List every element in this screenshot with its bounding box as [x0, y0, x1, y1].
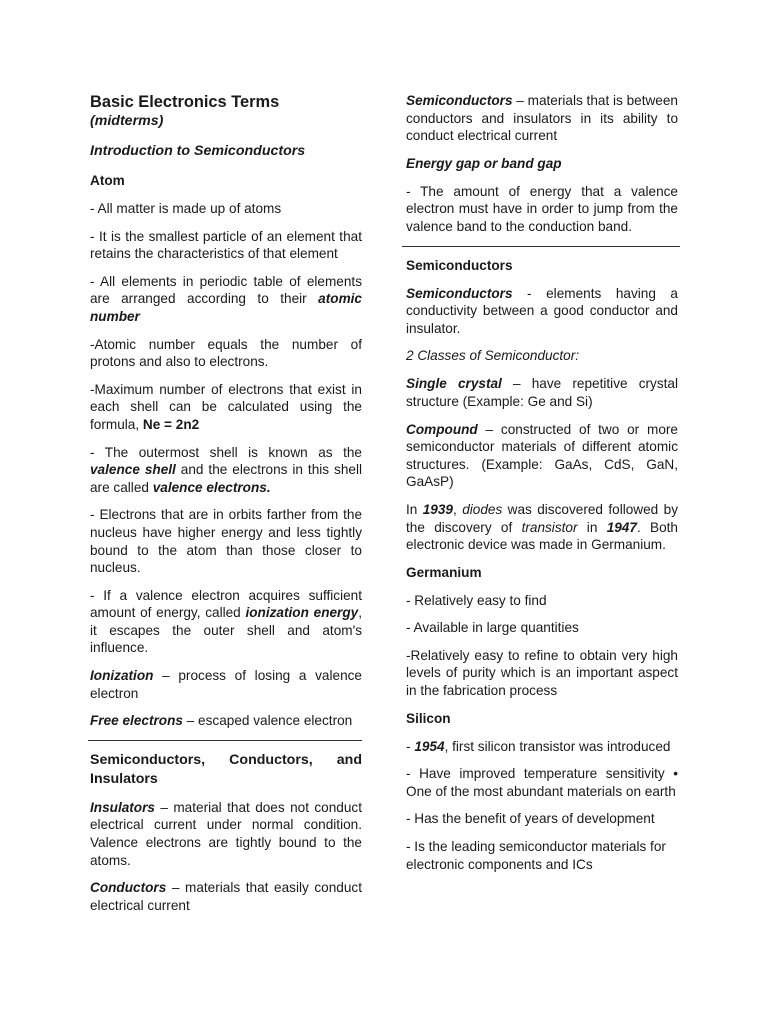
- free-electrons-definition: Free electrons – escaped valence electron: [90, 713, 353, 729]
- compound-definition: Compound – constructed of two or more semiconductor materials of different atomic structures. (Example: GaAs, CdS, GaN, GaAsP): [406, 421, 678, 490]
- atom-point-3: - All elements in periodic table of elements are arranged according to their atomic number: [90, 273, 362, 324]
- semiconductors-elements: Semiconductors - elements having a conductivity between a good conductor and insulator.: [406, 285, 678, 336]
- atom-point-7: - Electrons that are in orbits farther from the nucleus have higher energy and less tightly bound to the atom than those closer to nucleus.: [90, 507, 362, 576]
- atom-heading: Atom: [90, 173, 125, 188]
- energy-gap-definition: - The amount of energy that a valence electron must have in order to jump from the valence band to the conduction band.: [406, 183, 678, 234]
- germanium-point-1: - Relatively easy to find: [406, 592, 547, 608]
- silicon-point-4: - Is the leading semiconductor materials for electronic components and ICs: [406, 839, 666, 872]
- silicon-heading: Silicon: [406, 710, 451, 726]
- germanium-point-3: -Relatively easy to refine to obtain very high levels of purity which is an important aspect in the fabrication process: [406, 647, 678, 699]
- atom-point-1: - All matter is made up of atoms: [90, 201, 282, 216]
- valence-electrons-term: valence electrons.: [152, 479, 271, 495]
- ionization-definition: Ionization – process of losing a valence electron: [90, 668, 362, 701]
- semiconductors-heading: Semiconductors: [406, 257, 513, 273]
- atom-point-8: - If a valence electron acquires sufficient amount of energy, called ionization energy, it escapes the outer shell and atom's influence.: [90, 587, 362, 656]
- atom-point-5: -Maximum number of electrons that exist in each shell can be calculated using the formula, Ne = 2n2: [90, 381, 362, 432]
- energy-gap-heading: Energy gap or band gap: [406, 155, 562, 171]
- intro-heading: Introduction to Semiconductors: [90, 143, 306, 159]
- germanium-heading: Germanium: [406, 564, 482, 580]
- ionization-energy-term: ionization energy: [245, 605, 359, 621]
- left-column: [90, 92, 362, 924]
- semiconductors-definition: Semiconductors – materials that is between conductors and insulators in its ability to conduct electrical current: [406, 93, 678, 144]
- document-title: Basic Electronics Terms: [90, 93, 280, 111]
- atomic-number-term: atomic number: [90, 291, 362, 324]
- atom-point-2: - It is the smallest particle of an element that retains the characteristics of that element: [90, 228, 362, 262]
- single-crystal-definition: Single crystal – have repetitive crystal structure (Example: Ge and Si): [406, 376, 679, 409]
- conductors-definition: Conductors – materials that easily conduct electrical current: [90, 880, 362, 913]
- atom-point-4: -Atomic number equals the number of protons and also to electrons.: [90, 336, 362, 370]
- section-divider: [402, 246, 680, 247]
- history-paragraph: In 1939, diodes was discovered followed by the discovery of transistor in 1947. Both electronic device was made in Germanium.: [406, 501, 678, 553]
- germanium-point-2: - Available in large quantities: [406, 620, 579, 636]
- valence-shell-term: valence shell: [90, 462, 176, 478]
- right-column: [406, 92, 678, 883]
- insulators-definition: Insulators – material that does not conduct electrical current under normal condition. Valence electrons are tightly bound to the atoms.: [90, 799, 362, 868]
- silicon-point-3: - Has the benefit of years of development: [406, 811, 655, 827]
- silicon-point-2: - Have improved temperature sensitivity • One of the most abundant materials on earth: [406, 766, 678, 799]
- atom-point-6: - The outermost shell is known as the valence shell and the electrons in this shell are called valence electrons.: [90, 444, 363, 495]
- classes-heading: 2 Classes of Semiconductor:: [406, 348, 580, 364]
- section-divider: [88, 740, 362, 741]
- document-subtitle: (midterms): [90, 113, 164, 129]
- formula-term: Ne = 2n2: [142, 416, 200, 432]
- silicon-point-1: - 1954, first silicon transistor was introduced: [406, 738, 671, 754]
- scis-heading: Semiconductors, Conductors, and Insulators: [90, 751, 362, 787]
